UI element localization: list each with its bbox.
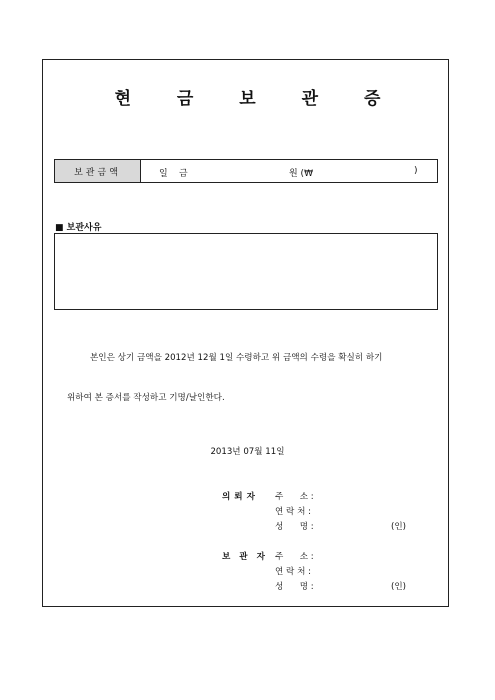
statement-line-2: 위하여 본 증서를 작성하고 기명/날인한다. xyxy=(67,393,225,403)
amount-word: 금 xyxy=(179,169,188,179)
reason-heading: ■ 보관사유 xyxy=(55,223,102,233)
amount-prefix: 일 xyxy=(159,169,168,179)
amount-close-paren: ) xyxy=(414,166,418,176)
depositor-contact-label: 연 락 처 : xyxy=(275,507,311,517)
depositor-address-label: 주 소 : xyxy=(275,492,314,502)
depositor-seal: (인) xyxy=(391,522,407,532)
depositor-name-label: 성 명 : xyxy=(275,522,314,532)
custodian-contact-label: 연 락 처 : xyxy=(275,567,311,577)
statement-line-1: 본인은 상기 금액을 2012년 12월 1일 수령하고 위 금액의 수령을 확실히 하기 xyxy=(90,353,383,363)
amount-row xyxy=(54,159,438,183)
custodian-seal: (인) xyxy=(391,582,407,592)
depositor-role: 의뢰자 xyxy=(222,492,259,502)
custodian-role: 보 관 자 xyxy=(222,552,268,562)
document-title: 현 금 보 관 증 xyxy=(114,89,401,109)
document-frame xyxy=(42,59,449,607)
amount-won-label: 원 (₩ xyxy=(289,169,313,179)
reason-box[interactable] xyxy=(54,233,438,310)
amount-field[interactable] xyxy=(141,160,437,182)
amount-label: 보관금액 xyxy=(55,160,141,182)
issue-date: 2013년 07월 11일 xyxy=(210,447,285,457)
custodian-address-label: 주 소 : xyxy=(275,552,314,562)
custodian-name-label: 성 명 : xyxy=(275,582,314,592)
